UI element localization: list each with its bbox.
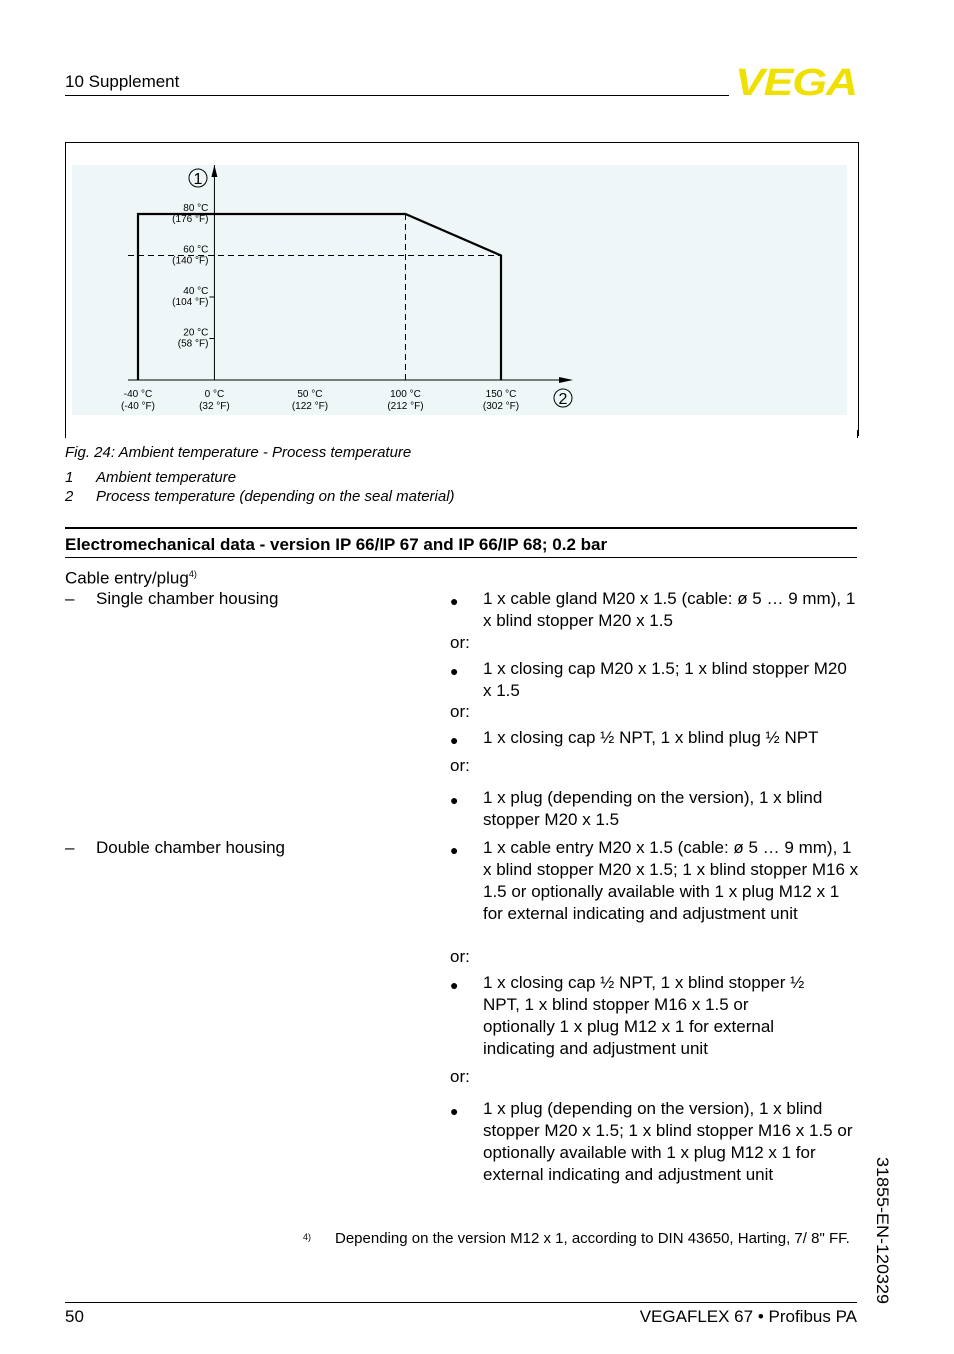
footer-rule [65,1302,857,1303]
list-item [0,1098,954,1186]
bullet-icon: ● [450,663,459,679]
y-tick-label: (176 °F) [172,214,209,225]
bullet-icon: ● [450,732,459,748]
x-tick-label: -40 °C [123,389,153,400]
legend-text: Process temperature (depending on the seal material) [96,488,455,505]
or-text: or: [450,1067,470,1086]
double-chamber-label: Double chamber housing [96,838,286,857]
bullet-icon: ● [450,842,459,858]
option-text: 1 x closing cap M20 x 1.5; 1 x blind stopper M20 x 1.5 [483,659,847,700]
cable-entry-text: Cable entry/plug [65,568,189,588]
dash: – [65,838,75,857]
or-separator [0,755,954,777]
figure-frame-tick [857,430,858,438]
or-text: or: [450,633,470,652]
legend-item [65,469,765,489]
x-tick-label: 150 °C [485,389,517,400]
product-name: VEGAFLEX 67 • Profibus PA [639,1307,857,1326]
list-item [0,787,954,831]
footnote-mark: 4) [303,1232,312,1242]
option-text: 1 x closing cap ½ NPT, 1 x blind plug ½ NPT [483,728,819,747]
x-tick-label: (212 °F) [387,401,424,412]
y-tick-label: 20 °C [183,327,209,339]
x-tick-label: 100 °C [390,389,421,400]
x-tick-label: (122 °F) [291,401,329,412]
x-tick-label: (302 °F) [482,401,520,412]
or-separator [0,1066,954,1088]
legend-number: 1 [65,469,74,486]
y-axis-marker-label: 1 [193,171,203,188]
cable-entry-label [65,563,197,590]
svg-text:31855-EN-120329: 31855-EN-120329 [873,1157,892,1296]
section-rule [65,527,857,529]
y-tick-label: 80 °C [183,203,209,214]
legend-text: Ambient temperature [96,469,237,486]
legend-item [65,488,765,508]
footnote-ref: 4) [188,569,197,579]
bullet-icon: ● [450,977,459,993]
x-tick-label: 50 °C [297,389,323,400]
or-separator [0,701,954,723]
section-title: Electromechanical data - version IP 66/IP 67 and IP 66/IP 68; 0.2 bar [65,535,608,554]
vega-logo [734,64,858,98]
document-code [872,1157,896,1304]
header-rule [65,95,729,96]
bullet-icon: ● [450,792,459,808]
y-tick-label: (104 °F) [172,297,209,308]
option-text: 1 x plug (depending on the version), 1 x blind stopper M20 x 1.5; 1 x blind stopper M16 x 1.5 or optionally available with 1 x plug M12 x 1 for external indicating and adjustment unit [483,1099,853,1184]
or-text: or: [450,947,470,966]
svg-text:VEGA: VEGA [735,64,857,98]
single-chamber-label: Single chamber housing [96,589,279,608]
option-text: 1 x plug (depending on the version), 1 x blind stopper M20 x 1.5 [483,788,823,829]
figure-frame-tick [65,430,66,438]
y-tick-label: 40 °C [183,286,209,297]
footnote-text: Depending on the version M12 x 1, according to DIN 43650, Harting, 7/ 8" FF. [335,1230,850,1247]
option-text: 1 x cable gland M20 x 1.5 (cable: ø 5 … 9 mm), 1 x blind stopper M20 x 1.5 [483,589,856,630]
list-item [0,972,954,1060]
or-text: or: [450,702,470,721]
list-item [0,658,954,702]
figure-caption: Fig. 24: Ambient temperature - Process temperature [65,444,412,461]
dash: – [65,589,75,608]
list-item [0,727,954,749]
x-tick-label: 0 °C [204,389,225,400]
option-text: 1 x closing cap ½ NPT, 1 x blind stopper ½ NPT, 1 x blind stopper M16 x 1.5 or optionally 1 x plug M12 x 1 for external indicating and adjustment unit [483,973,805,1058]
list-item [0,588,954,632]
temperature-chart [66,143,856,428]
y-tick-label: (140 °F) [172,255,209,267]
x-axis-marker-label: 2 [558,391,568,408]
or-text: or: [450,756,470,775]
bullet-icon: ● [450,1103,459,1119]
page-number: 50 [65,1307,84,1326]
option-text: 1 x cable entry M20 x 1.5 (cable: ø 5 … 9 mm), 1 x blind stopper M20 x 1.5; 1 x blind stopper M16 x 1.5 or optionally available with 1 x plug M12 x 1 for external indicating and adjustment unit [483,838,859,923]
or-separator [0,946,954,968]
x-tick-label: (32 °F) [199,401,230,412]
bullet-icon: ● [450,593,459,609]
y-tick-label: (58 °F) [177,338,209,350]
legend-number: 2 [65,488,74,505]
list-item [0,837,954,947]
section-heading: 10 Supplement [65,72,180,91]
or-separator [0,632,954,654]
section-rule [65,557,857,558]
x-tick-label: (-40 °F) [121,401,155,412]
y-tick-label: 60 °C [183,244,209,256]
